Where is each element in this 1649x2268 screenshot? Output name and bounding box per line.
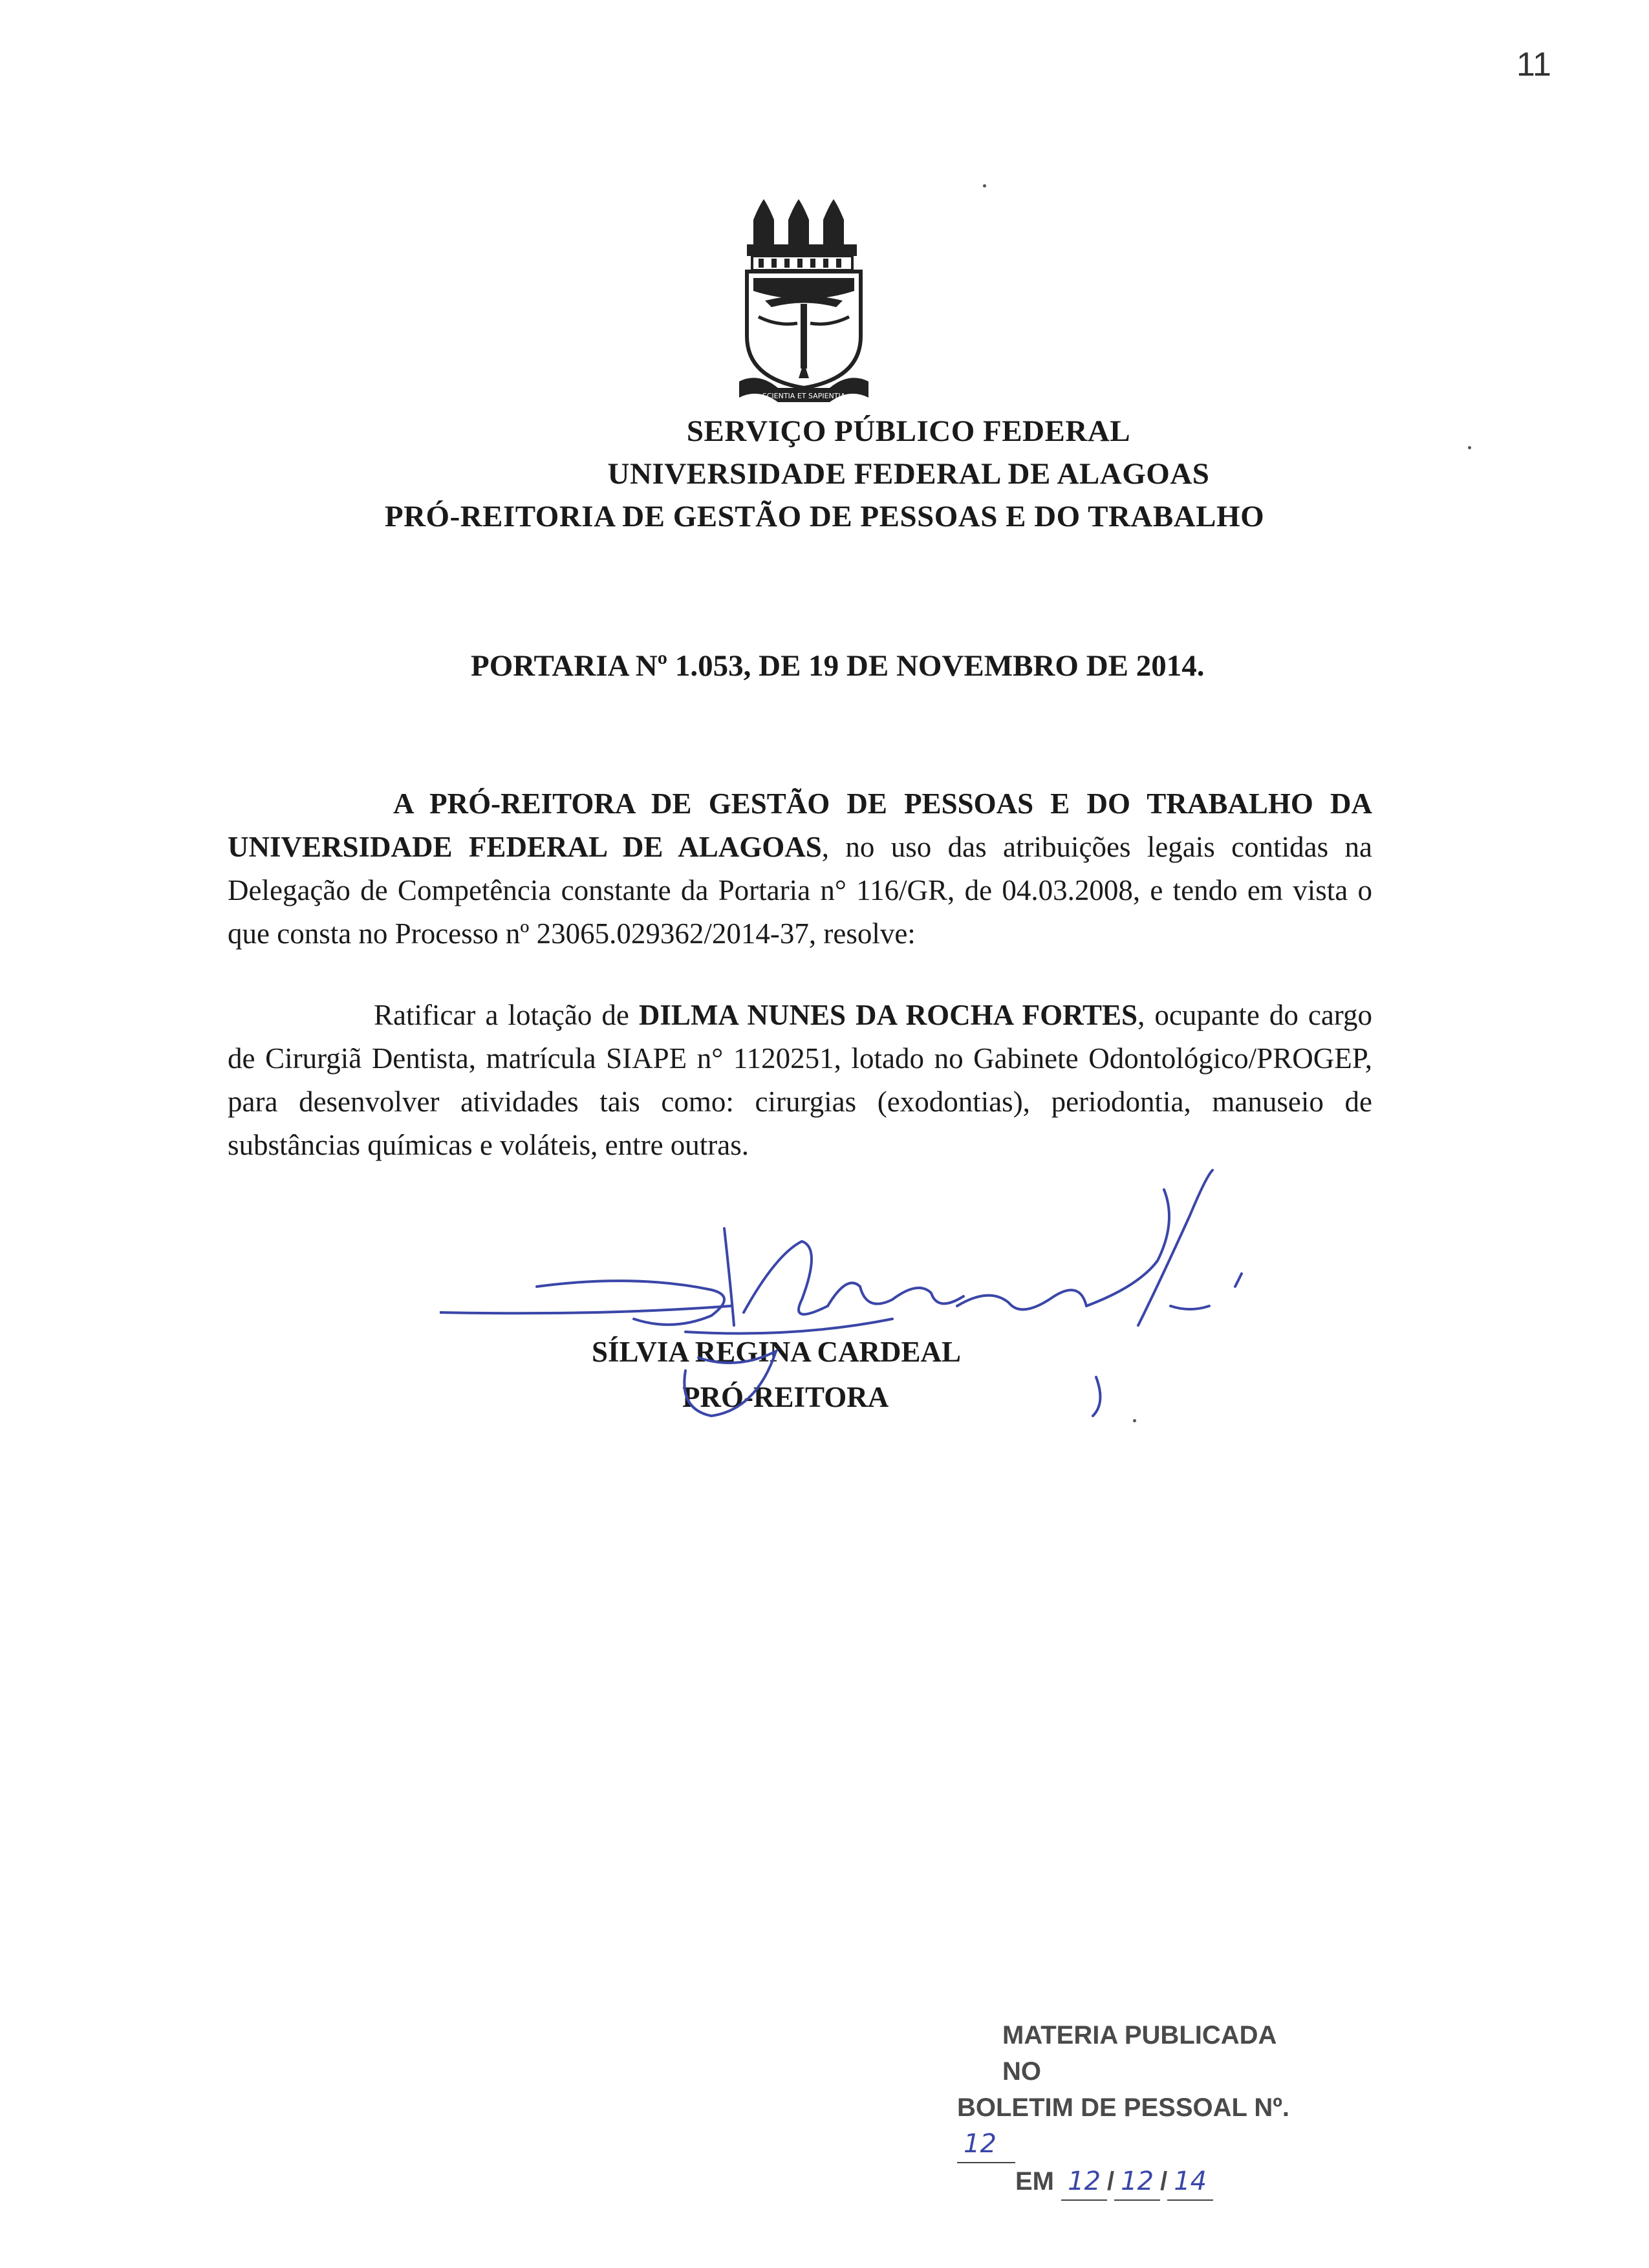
portaria-title: PORTARIA Nº 1.053, DE 19 DE NOVEMBRO DE 2014.	[471, 649, 1205, 683]
stamp-line-3	[1015, 2163, 1319, 2201]
stamp-line-1: MATERIA PUBLICADA NO	[1002, 2021, 1276, 2086]
header-line-1: SERVIÇO PÚBLICO FEDERAL	[686, 414, 1131, 448]
stamp-date-separator: /	[1160, 2167, 1168, 2196]
signatory-role: PRÓ-REITORA	[682, 1381, 889, 1413]
scan-speck	[1468, 446, 1471, 449]
stamp-date-separator: /	[1107, 2167, 1115, 2196]
stamp-date-month: 12	[1114, 2163, 1160, 2201]
stamp-bulletin-label: BOLETIM DE PESSOAL Nº.	[957, 2093, 1289, 2122]
paragraph-resolution-intro: Ratificar a lotação de	[374, 999, 639, 1031]
paragraph-preamble-bold: A PRÓ-REITORA DE GESTÃO DE PESSOAS E DO TRABALHO DA UNIVERSIDADE FEDERAL DE ALAGOAS	[228, 787, 1372, 863]
scan-speck	[983, 184, 986, 187]
stamp-line-2	[957, 2090, 1319, 2163]
paragraph-resolution-text: , ocupante do cargo de Cirurgiã Dentista, matrícula SIAPE n° 1120251, lotado no Gabinete Odontológico/PROGEP, para desenvolver atividades tais como: cirurgias (exodontias), periodontia, manuseio de substâncias químicas e voláteis, entre outras.	[228, 999, 1372, 1161]
handwritten-signature	[440, 1157, 1280, 1468]
stamp-bulletin-number: 12	[957, 2126, 1015, 2163]
signatory-name: SÍLVIA REGINA CARDEAL	[592, 1336, 962, 1368]
university-crest-logo	[739, 194, 868, 407]
employee-name: DILMA NUNES DA ROCHA FORTES	[638, 999, 1138, 1031]
page-number-mark: 11	[1516, 46, 1551, 83]
publication-stamp	[957, 2017, 1319, 2201]
header-line-3: PRÓ-REITORIA DE GESTÃO DE PESSOAS E DO TRABALHO	[384, 500, 1265, 533]
scan-speck	[1133, 1419, 1136, 1422]
stamp-date-year: 14	[1167, 2163, 1213, 2201]
paragraph-preamble-text: , no uso das atribuições legais contidas na Delegação de Competência constante da Portaria n° 116/GR, de 04.03.2008, e tendo em vista o que consta no Processo nº 23065.029362/2014-37, resolve:	[228, 831, 1372, 950]
header-line-2: UNIVERSIDADE FEDERAL DE ALAGOAS	[607, 457, 1210, 491]
stamp-date-day: 12	[1061, 2163, 1107, 2201]
paragraph-resolution	[228, 994, 1372, 1167]
paragraph-preamble	[228, 782, 1372, 956]
stamp-date-label: EM	[1015, 2167, 1054, 2196]
crest-motto: SCIENTIA ET SAPIENTIA	[762, 392, 846, 400]
